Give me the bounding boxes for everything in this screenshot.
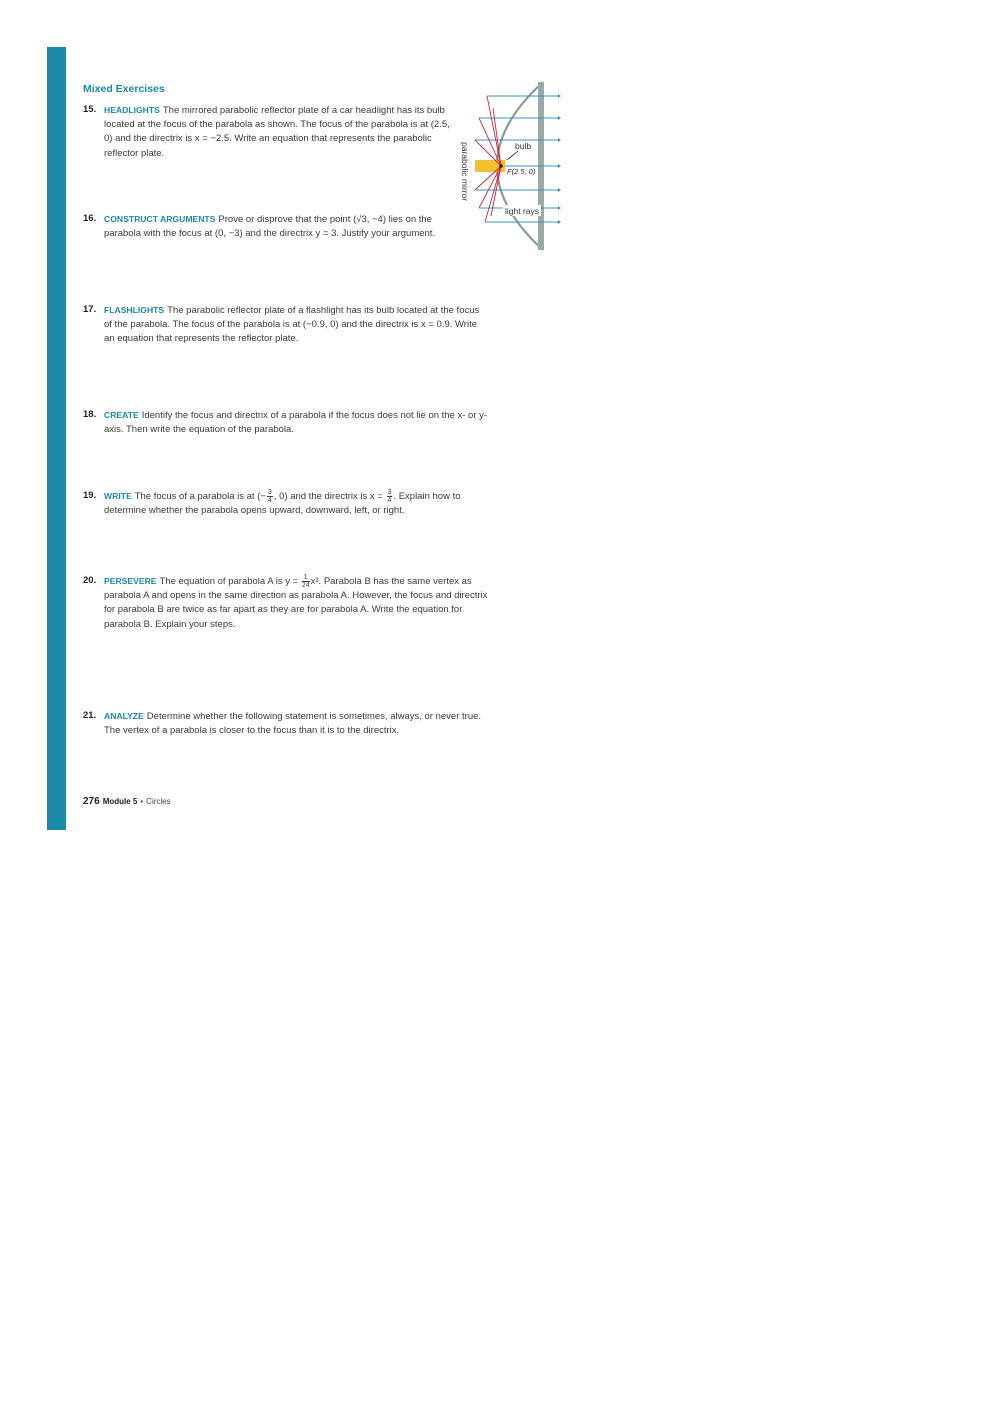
exercise-body — [104, 303, 488, 347]
footer-separator: • — [140, 797, 144, 806]
exercise-text: Prove or disprove that the point (√3, −4) lies on the parabola with the focus at (0, −3) and the directrix y = 3. Justify your argument. — [104, 214, 436, 240]
fraction-denominator: 4 — [387, 497, 392, 504]
fraction-numerator: 1 — [303, 574, 308, 581]
exercise-text: Identify the focus and directrix of a parabola if the focus does not lie on the x- or y- axis. Then write the equation of the parabola. — [104, 410, 488, 436]
exercise-text-c: . Explain how to determine whether the parabola opens upward, downward, left, or right. — [104, 491, 461, 517]
exercise-number: 20. — [83, 575, 97, 586]
exercise-18 — [83, 408, 488, 437]
exercise-tag: FLASHLIGHTS — [104, 305, 165, 315]
exercise-text-a: The equation of parabola A is y = — [159, 576, 301, 588]
exercise-tag: HEADLIGHTS — [104, 105, 160, 115]
exercise-text-a: The focus of a parabola is at (− — [134, 491, 266, 503]
exercise-number: 18. — [83, 409, 97, 420]
exercise-19 — [83, 489, 488, 518]
exercise-15 — [83, 103, 458, 161]
page-number: 276 — [83, 796, 100, 807]
focus-point — [499, 164, 503, 168]
exercise-body — [104, 408, 488, 437]
exercise-number: 17. — [83, 304, 97, 315]
exercise-tag: PERSEVERE — [104, 576, 157, 587]
exercise-tag: ANALYZE — [104, 711, 144, 721]
exercise-body — [104, 709, 488, 738]
fraction-denominator: 4 — [267, 497, 272, 504]
exercise-text-b: , 0) and the directrix is x = — [273, 491, 383, 503]
focus-label: F(2.5, 0) — [507, 167, 536, 176]
exercise-body — [104, 212, 453, 241]
exercise-16 — [83, 212, 453, 241]
exercise-text: The parabolic reflector plate of a flashlight has its bulb located at the focus of the parabola. The focus of the parabola is at (−0.9, 0) and the directrix is x = 0.9. Write an equation that represents the reflector plate. — [104, 305, 480, 345]
light-rays-label: light rays — [505, 206, 540, 216]
mirror-label: parabolic mirror — [460, 142, 470, 202]
exercise-21 — [83, 709, 488, 738]
fraction-numerator: 3 — [267, 489, 272, 496]
arrowheads — [558, 94, 561, 224]
topic-label: Circles — [146, 797, 171, 806]
exercise-20 — [83, 574, 488, 632]
exercise-body — [104, 574, 488, 632]
fraction-numerator: 3 — [387, 489, 392, 496]
exercise-number: 16. — [83, 213, 97, 224]
exercise-17 — [83, 303, 488, 347]
exercise-number: 19. — [83, 490, 97, 501]
exercise-text: The mirrored parabolic reflector plate of a car headlight has its bulb located at the focus of the parabola as shown. The focus of the parabola is at (2.5, 0) and the directrix is x = −2.5. Write an equation that represents the parabolic reflector plate. — [104, 105, 450, 159]
module-label: Module 5 — [102, 797, 138, 806]
exercise-body — [104, 489, 488, 518]
exercise-body — [104, 103, 458, 161]
exercise-text: Determine whether the following statement is sometimes, always, or never true. The vertex of a parabola is closer to the focus than it is to the directrix. — [104, 711, 482, 737]
exercise-number: 15. — [83, 104, 97, 115]
fraction-denominator: 24 — [301, 582, 310, 589]
section-title: Mixed Exercises — [83, 83, 165, 95]
exercise-number: 21. — [83, 710, 97, 721]
exercise-text-b: x². Parabola B has the same vertex as parabola A and opens in the same direction as parabola A. However, the focus and directrix for parabola B are twice as far apart as they are for parabola A. Write the equation for parabola B. Explain your steps. — [104, 576, 488, 630]
fraction — [302, 574, 310, 589]
light-rays — [475, 96, 558, 222]
bulb-label: bulb — [515, 141, 532, 151]
exercise-tag: CONSTRUCT ARGUMENTS — [104, 214, 216, 224]
headlight-diagram — [455, 78, 565, 254]
fraction — [267, 489, 273, 504]
module-color-bar — [47, 47, 66, 830]
page-footer — [83, 796, 171, 807]
bulb-pointer — [507, 151, 518, 160]
exercise-tag: WRITE — [104, 491, 132, 502]
exercise-tag: CREATE — [104, 410, 139, 420]
fraction — [387, 489, 393, 504]
